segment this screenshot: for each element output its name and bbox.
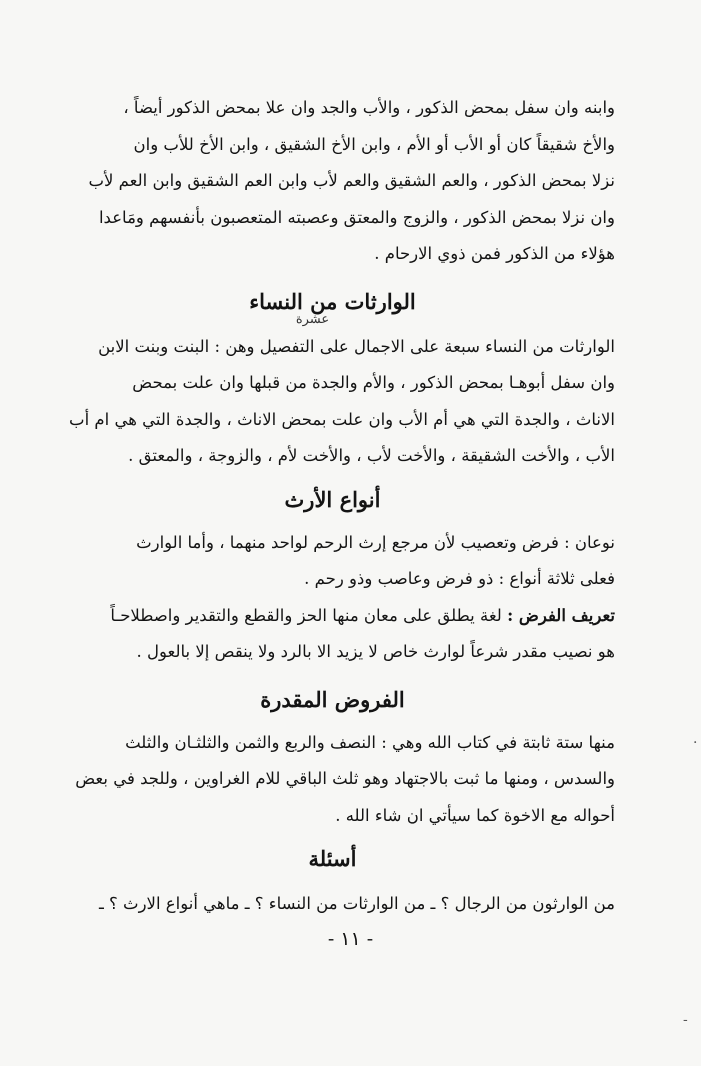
- intro-paragraph: [50, 90, 615, 273]
- text-line: وان نزلا بمحض الذكور ، والزوج والمعتق وعصبته المتعصبون بأنفسهم ومَاعدا: [98, 207, 615, 227]
- heading-inheritance-types: أنواع الأرث: [284, 486, 381, 512]
- text-line: نوعان : فرض وتعصيب لأن مرجع إرث الرحم لواحد منهما ، وأما الوارث: [136, 532, 615, 552]
- text-line: هو نصيب مقدر شرعاً لوارث خاص لا يزيد الا بالرد ولا ينقص إلا بالعول .: [136, 642, 615, 661]
- text-line: الأب ، والأخت الشقيقة ، والأخت لأب ، والأخت لأم ، والزوجة ، والمعتق .: [128, 446, 615, 465]
- text-line: هؤلاء من الذكور فمن ذوي الارحام .: [374, 244, 615, 263]
- text-line: وان سفل أبوهـا بمحض الذكور ، والأم والجدة من قبلها وان علت بمحض: [132, 373, 615, 392]
- questions-paragraph: [50, 886, 615, 923]
- text-line: وابنه وان سفل بمحض الذكور ، والأب والجد وان علا بمحض الذكور أيضاً ،: [123, 98, 615, 117]
- margin-mark: -: [683, 1012, 688, 1028]
- female-heirs-paragraph: [50, 329, 615, 475]
- shares-paragraph: [50, 725, 615, 835]
- text-line: والأخ شقيقاً كان أو الأب أو الأم ، وابن الأخ الشقيق ، وابن الأخ للأب وان: [133, 134, 615, 154]
- text-line: فعلى ثلاثة أنواع : ذو فرض وعاصب وذو رحم .: [304, 569, 615, 588]
- text-line: من الوارثون من الرجال ؟ ـ من الوارثات من النساء ؟ ـ ماهي أنواع الارث ؟ ـ: [98, 894, 615, 913]
- heading-prescribed-shares: الفروض المقدرة: [260, 686, 405, 712]
- text-line: الاناث ، والجدة التي هي أم الأب وان علت بمحض الاناث ، والجدة التي هي ام أب: [69, 409, 615, 429]
- text-line: نزلا بمحض الذكور ، والعم الشقيق والعم لأب وابن العم الشقيق وابن العم لأب: [88, 171, 615, 190]
- page-number: - ١١ -: [327, 928, 374, 950]
- document-page: [50, 90, 615, 923]
- text-line: أحواله مع الاخوة كما سيأتي ان شاء الله .: [335, 805, 615, 825]
- margin-mark: ·: [693, 735, 698, 751]
- text-line: والسدس ، ومنها ما ثبت بالاجتهاد وهو ثلث الباقي للام الغراوين ، وللجد في بعض: [75, 769, 615, 788]
- heading-female-heirs: الوارثات من النساء: [249, 288, 416, 314]
- text-line: منها ستة ثابتة في كتاب الله وهي : النصف والربع والثمن والثلثـان والثلث: [125, 732, 615, 752]
- definition-text: لغة يطلق على معان منها الحز والقطع والتقدير واصطلاحـاً: [110, 605, 508, 625]
- definition-line: [50, 598, 615, 635]
- heading-questions: أسئلة: [308, 846, 357, 871]
- types-paragraph: [50, 525, 615, 671]
- handwritten-note: عشرة: [295, 311, 330, 327]
- text-line: الوارثات من النساء سبعة على الاجمال على التفصيل وهن : البنت وبنت الابن: [98, 336, 615, 356]
- definition-label: تعريف الفرض :: [507, 605, 615, 625]
